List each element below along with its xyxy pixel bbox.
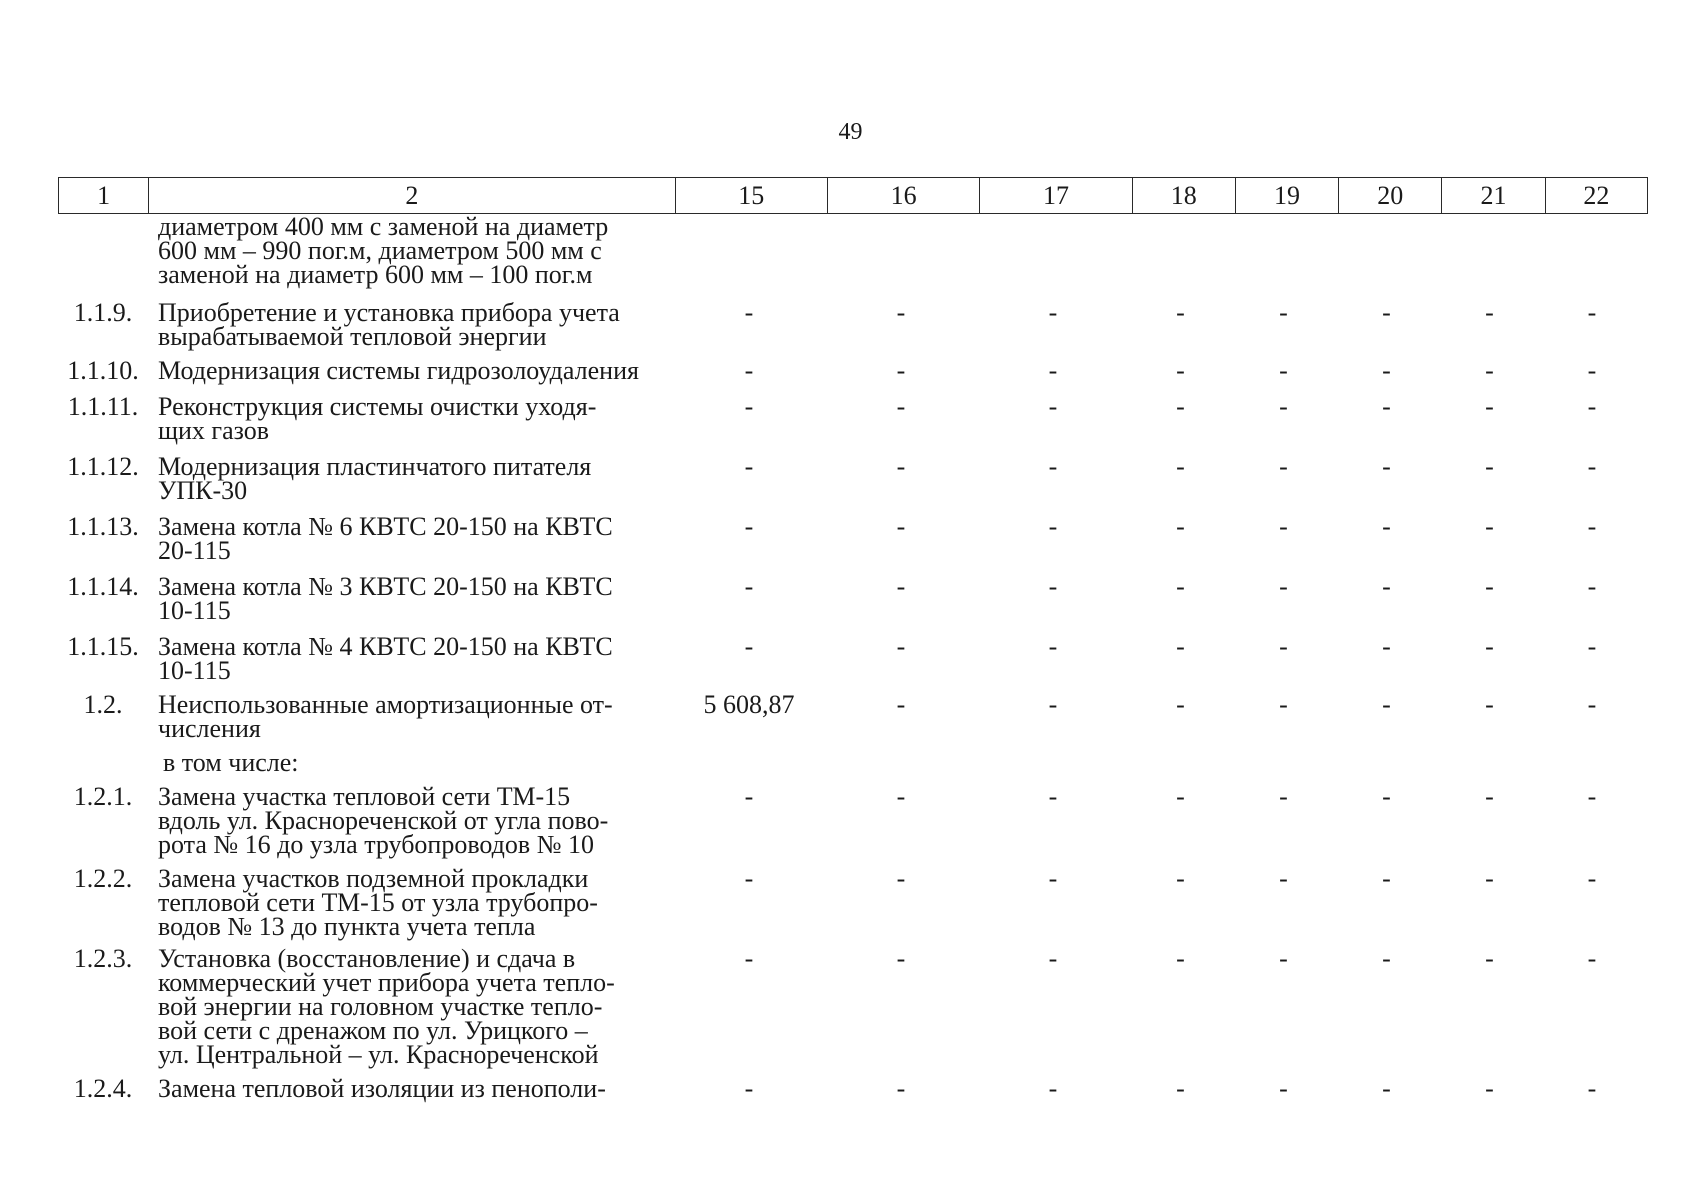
row-number: 1.1.12. bbox=[67, 452, 139, 481]
value-cell: - bbox=[1048, 864, 1058, 893]
value-cell: - bbox=[896, 512, 906, 541]
value-cell: - bbox=[1176, 632, 1185, 661]
table-row bbox=[58, 392, 1648, 445]
value-cell: - bbox=[1176, 864, 1185, 893]
description-line: в том числе: bbox=[163, 748, 299, 777]
description-line: Замена котла № 3 КВТС 20-150 на КВТС bbox=[158, 572, 613, 601]
table-row bbox=[58, 782, 1648, 859]
header-cell: 16 bbox=[827, 178, 979, 214]
header-cell: 22 bbox=[1545, 178, 1647, 214]
header-cell: 1 bbox=[59, 178, 149, 214]
row-number: 1.1.10. bbox=[67, 356, 139, 385]
value-cell: - bbox=[1382, 944, 1391, 973]
value-cell: - bbox=[744, 944, 754, 973]
value-cell: - bbox=[1485, 1074, 1494, 1103]
row-number: 1.2.3. bbox=[73, 944, 133, 973]
row-number: 1.1.15. bbox=[67, 632, 139, 661]
description-line: тепловой сети ТМ-15 от узла трубопро- bbox=[158, 888, 598, 917]
value-cell: - bbox=[1048, 392, 1058, 421]
page-number: 49 bbox=[838, 119, 863, 145]
value-cell: - bbox=[1279, 690, 1288, 719]
description-line: Модернизация пластинчатого питателя bbox=[158, 452, 592, 481]
value-cell: - bbox=[896, 632, 906, 661]
description-line: вырабатываемой тепловой энергии bbox=[158, 322, 547, 351]
value-cell: - bbox=[1382, 356, 1391, 385]
value-cell: - bbox=[744, 864, 754, 893]
value-cell: - bbox=[1587, 864, 1597, 893]
description-line: диаметром 400 мм с заменой на диаметр bbox=[158, 212, 609, 241]
value-cell: - bbox=[1382, 690, 1391, 719]
table-row bbox=[58, 572, 1648, 625]
description-line: 20-115 bbox=[158, 536, 231, 565]
value-cell: - bbox=[1279, 944, 1288, 973]
value-cell: - bbox=[896, 1074, 906, 1103]
value-cell: - bbox=[1279, 572, 1288, 601]
value-cell: - bbox=[1279, 392, 1288, 421]
value-cell: - bbox=[1587, 452, 1597, 481]
row-description bbox=[148, 392, 673, 445]
value-cell: - bbox=[896, 452, 906, 481]
description-line: рота № 16 до узла трубопроводов № 10 bbox=[158, 830, 594, 859]
description-line: щих газов bbox=[158, 416, 270, 445]
value-cell: - bbox=[1279, 356, 1288, 385]
row-number: 1.2.4. bbox=[73, 1074, 133, 1103]
value-cell: - bbox=[896, 944, 906, 973]
description-line: 10-115 bbox=[158, 596, 231, 625]
value-cell: - bbox=[1048, 572, 1058, 601]
value-cell: - bbox=[896, 298, 906, 327]
description-line: Замена котла № 6 КВТС 20-150 на КВТС bbox=[158, 512, 613, 541]
value-cell: - bbox=[1485, 782, 1494, 811]
value-cell: - bbox=[896, 572, 906, 601]
row-description bbox=[148, 452, 673, 505]
row-number: 1.2.1. bbox=[73, 782, 133, 811]
value-cell: - bbox=[1382, 864, 1391, 893]
value-cell: - bbox=[1587, 1074, 1597, 1103]
value-cell: - bbox=[1048, 452, 1058, 481]
row-number: 1.1.11. bbox=[67, 392, 139, 421]
value-cell: - bbox=[896, 690, 906, 719]
value-cell: - bbox=[1048, 356, 1058, 385]
description-line: числения bbox=[158, 714, 261, 743]
value-cell: - bbox=[1587, 512, 1597, 541]
value-cell: - bbox=[1382, 1074, 1391, 1103]
value-cell: - bbox=[1485, 298, 1494, 327]
value-cell: - bbox=[1485, 452, 1494, 481]
value-cell: - bbox=[744, 298, 754, 327]
header-cell: 20 bbox=[1339, 178, 1442, 214]
description-line: Неиспользованные амортизационные от- bbox=[158, 690, 613, 719]
value-cell: - bbox=[1048, 298, 1058, 327]
row-description bbox=[148, 356, 673, 385]
value-cell: - bbox=[1587, 632, 1597, 661]
description-line: Установка (восстановление) и сдача в bbox=[158, 944, 576, 973]
table-row bbox=[58, 356, 1648, 385]
description-line: Модернизация системы гидрозолоудаления bbox=[158, 356, 639, 385]
value-cell: - bbox=[1176, 572, 1185, 601]
table-row bbox=[58, 452, 1648, 505]
value-cell: - bbox=[1485, 356, 1494, 385]
value-cell: - bbox=[1176, 690, 1185, 719]
table-body bbox=[58, 212, 1648, 1103]
value-cell: - bbox=[1176, 452, 1185, 481]
header-cell: 15 bbox=[675, 178, 827, 214]
value-cell: - bbox=[1048, 944, 1058, 973]
value-cell: - bbox=[1279, 1074, 1288, 1103]
description-line: заменой на диаметр 600 мм – 100 пог.м bbox=[158, 260, 593, 289]
description-line: ул. Центральной – ул. Краснореченской bbox=[158, 1040, 599, 1069]
row-number: 1.1.13. bbox=[67, 512, 139, 541]
row-number: 1.2.2. bbox=[73, 864, 133, 893]
value-cell: - bbox=[1176, 512, 1185, 541]
description-line: Замена котла № 4 КВТС 20-150 на КВТС bbox=[158, 632, 613, 661]
row-description bbox=[148, 572, 673, 625]
header-cell: 18 bbox=[1132, 178, 1235, 214]
row-number: 1.2. bbox=[83, 690, 123, 719]
table-row bbox=[58, 748, 1648, 777]
description-line: вой энергии на головном участке тепло- bbox=[158, 992, 603, 1021]
description-line: водов № 13 до пункта учета тепла bbox=[158, 912, 536, 941]
row-number: 1.1.14. bbox=[67, 572, 139, 601]
row-number: 1.1.9. bbox=[73, 298, 133, 327]
value-cell: - bbox=[744, 512, 754, 541]
value-cell: - bbox=[896, 392, 906, 421]
value-cell: - bbox=[744, 356, 754, 385]
description-line: Замена участков подземной прокладки bbox=[158, 864, 589, 893]
value-cell: - bbox=[1176, 356, 1185, 385]
value-cell: - bbox=[1587, 356, 1597, 385]
header-cell: 17 bbox=[980, 178, 1132, 214]
value-cell: - bbox=[1587, 944, 1597, 973]
value-cell: - bbox=[744, 392, 754, 421]
table-row bbox=[58, 944, 1648, 1069]
value-cell: - bbox=[744, 572, 754, 601]
row-description bbox=[148, 864, 673, 941]
value-cell: - bbox=[1279, 864, 1288, 893]
row-description bbox=[148, 690, 673, 743]
value-cell: - bbox=[1382, 298, 1391, 327]
header-cell: 2 bbox=[149, 178, 675, 214]
value-cell: - bbox=[1587, 298, 1597, 327]
table-row bbox=[58, 512, 1648, 565]
value-cell: - bbox=[1382, 452, 1391, 481]
description-line: Замена участка тепловой сети ТМ-15 bbox=[158, 782, 571, 811]
value-cell: - bbox=[1485, 572, 1494, 601]
value-cell: - bbox=[1382, 512, 1391, 541]
value-cell: - bbox=[1048, 512, 1058, 541]
value-cell: - bbox=[1587, 572, 1597, 601]
description-line: Приобретение и установка прибора учета bbox=[158, 298, 620, 327]
table-row bbox=[58, 864, 1648, 941]
description-line: вдоль ул. Краснореченской от угла пово- bbox=[158, 806, 609, 835]
table-row bbox=[58, 298, 1648, 351]
value-cell: - bbox=[1382, 392, 1391, 421]
description-line: 600 мм – 990 пог.м, диаметром 500 мм с bbox=[158, 236, 602, 265]
row-description bbox=[148, 1074, 673, 1103]
value-cell: - bbox=[1587, 782, 1597, 811]
row-description bbox=[148, 512, 673, 565]
row-description bbox=[148, 944, 673, 1069]
row-description bbox=[148, 632, 673, 685]
header-cell: 19 bbox=[1235, 178, 1338, 214]
table-row bbox=[58, 212, 1648, 289]
value-cell: - bbox=[1485, 690, 1494, 719]
value-cell: - bbox=[1279, 298, 1288, 327]
value-cell: - bbox=[744, 632, 754, 661]
header-row bbox=[59, 178, 1648, 214]
row-description bbox=[148, 212, 673, 289]
description-line: вой сети с дренажом по ул. Урицкого – bbox=[158, 1016, 588, 1045]
value-cell: - bbox=[1382, 782, 1391, 811]
value-cell: - bbox=[1485, 632, 1494, 661]
value-cell: - bbox=[1176, 1074, 1185, 1103]
description-line: Замена тепловой изоляции из пенополи- bbox=[158, 1074, 606, 1103]
value-cell: - bbox=[1048, 632, 1058, 661]
value-cell: - bbox=[1485, 944, 1494, 973]
table-row bbox=[58, 1074, 1648, 1103]
row-description bbox=[148, 748, 678, 777]
value-cell: - bbox=[744, 1074, 754, 1103]
value-cell: - bbox=[1587, 392, 1597, 421]
value-cell: - bbox=[1485, 512, 1494, 541]
row-description bbox=[148, 782, 673, 859]
value-cell: - bbox=[1048, 690, 1058, 719]
value-cell: - bbox=[744, 782, 754, 811]
value-cell: - bbox=[1485, 864, 1494, 893]
value-cell: - bbox=[896, 864, 906, 893]
value-cell: - bbox=[1485, 392, 1494, 421]
value-cell: - bbox=[896, 782, 906, 811]
value-cell: - bbox=[896, 356, 906, 385]
value-cell: - bbox=[1176, 944, 1185, 973]
description-line: Реконструкция системы очистки уходя- bbox=[158, 392, 597, 421]
value-cell: - bbox=[1279, 632, 1288, 661]
header-cell: 21 bbox=[1442, 178, 1545, 214]
value-cell: - bbox=[1048, 1074, 1058, 1103]
value-cell: 5 608,87 bbox=[703, 690, 795, 719]
table-row bbox=[58, 690, 1648, 743]
value-cell: - bbox=[1279, 782, 1288, 811]
value-cell: - bbox=[1176, 392, 1185, 421]
description-line: УПК-30 bbox=[158, 476, 248, 505]
column-header-table bbox=[58, 177, 1648, 214]
description-line: коммерческий учет прибора учета тепло- bbox=[158, 968, 615, 997]
table-row bbox=[58, 632, 1648, 685]
value-cell: - bbox=[1382, 632, 1391, 661]
value-cell: - bbox=[1279, 452, 1288, 481]
value-cell: - bbox=[1176, 782, 1185, 811]
value-cell: - bbox=[1587, 690, 1597, 719]
row-description bbox=[148, 298, 673, 351]
value-cell: - bbox=[744, 452, 754, 481]
value-cell: - bbox=[1382, 572, 1391, 601]
description-line: 10-115 bbox=[158, 656, 231, 685]
value-cell: - bbox=[1048, 782, 1058, 811]
value-cell: - bbox=[1279, 512, 1288, 541]
value-cell: - bbox=[1176, 298, 1185, 327]
